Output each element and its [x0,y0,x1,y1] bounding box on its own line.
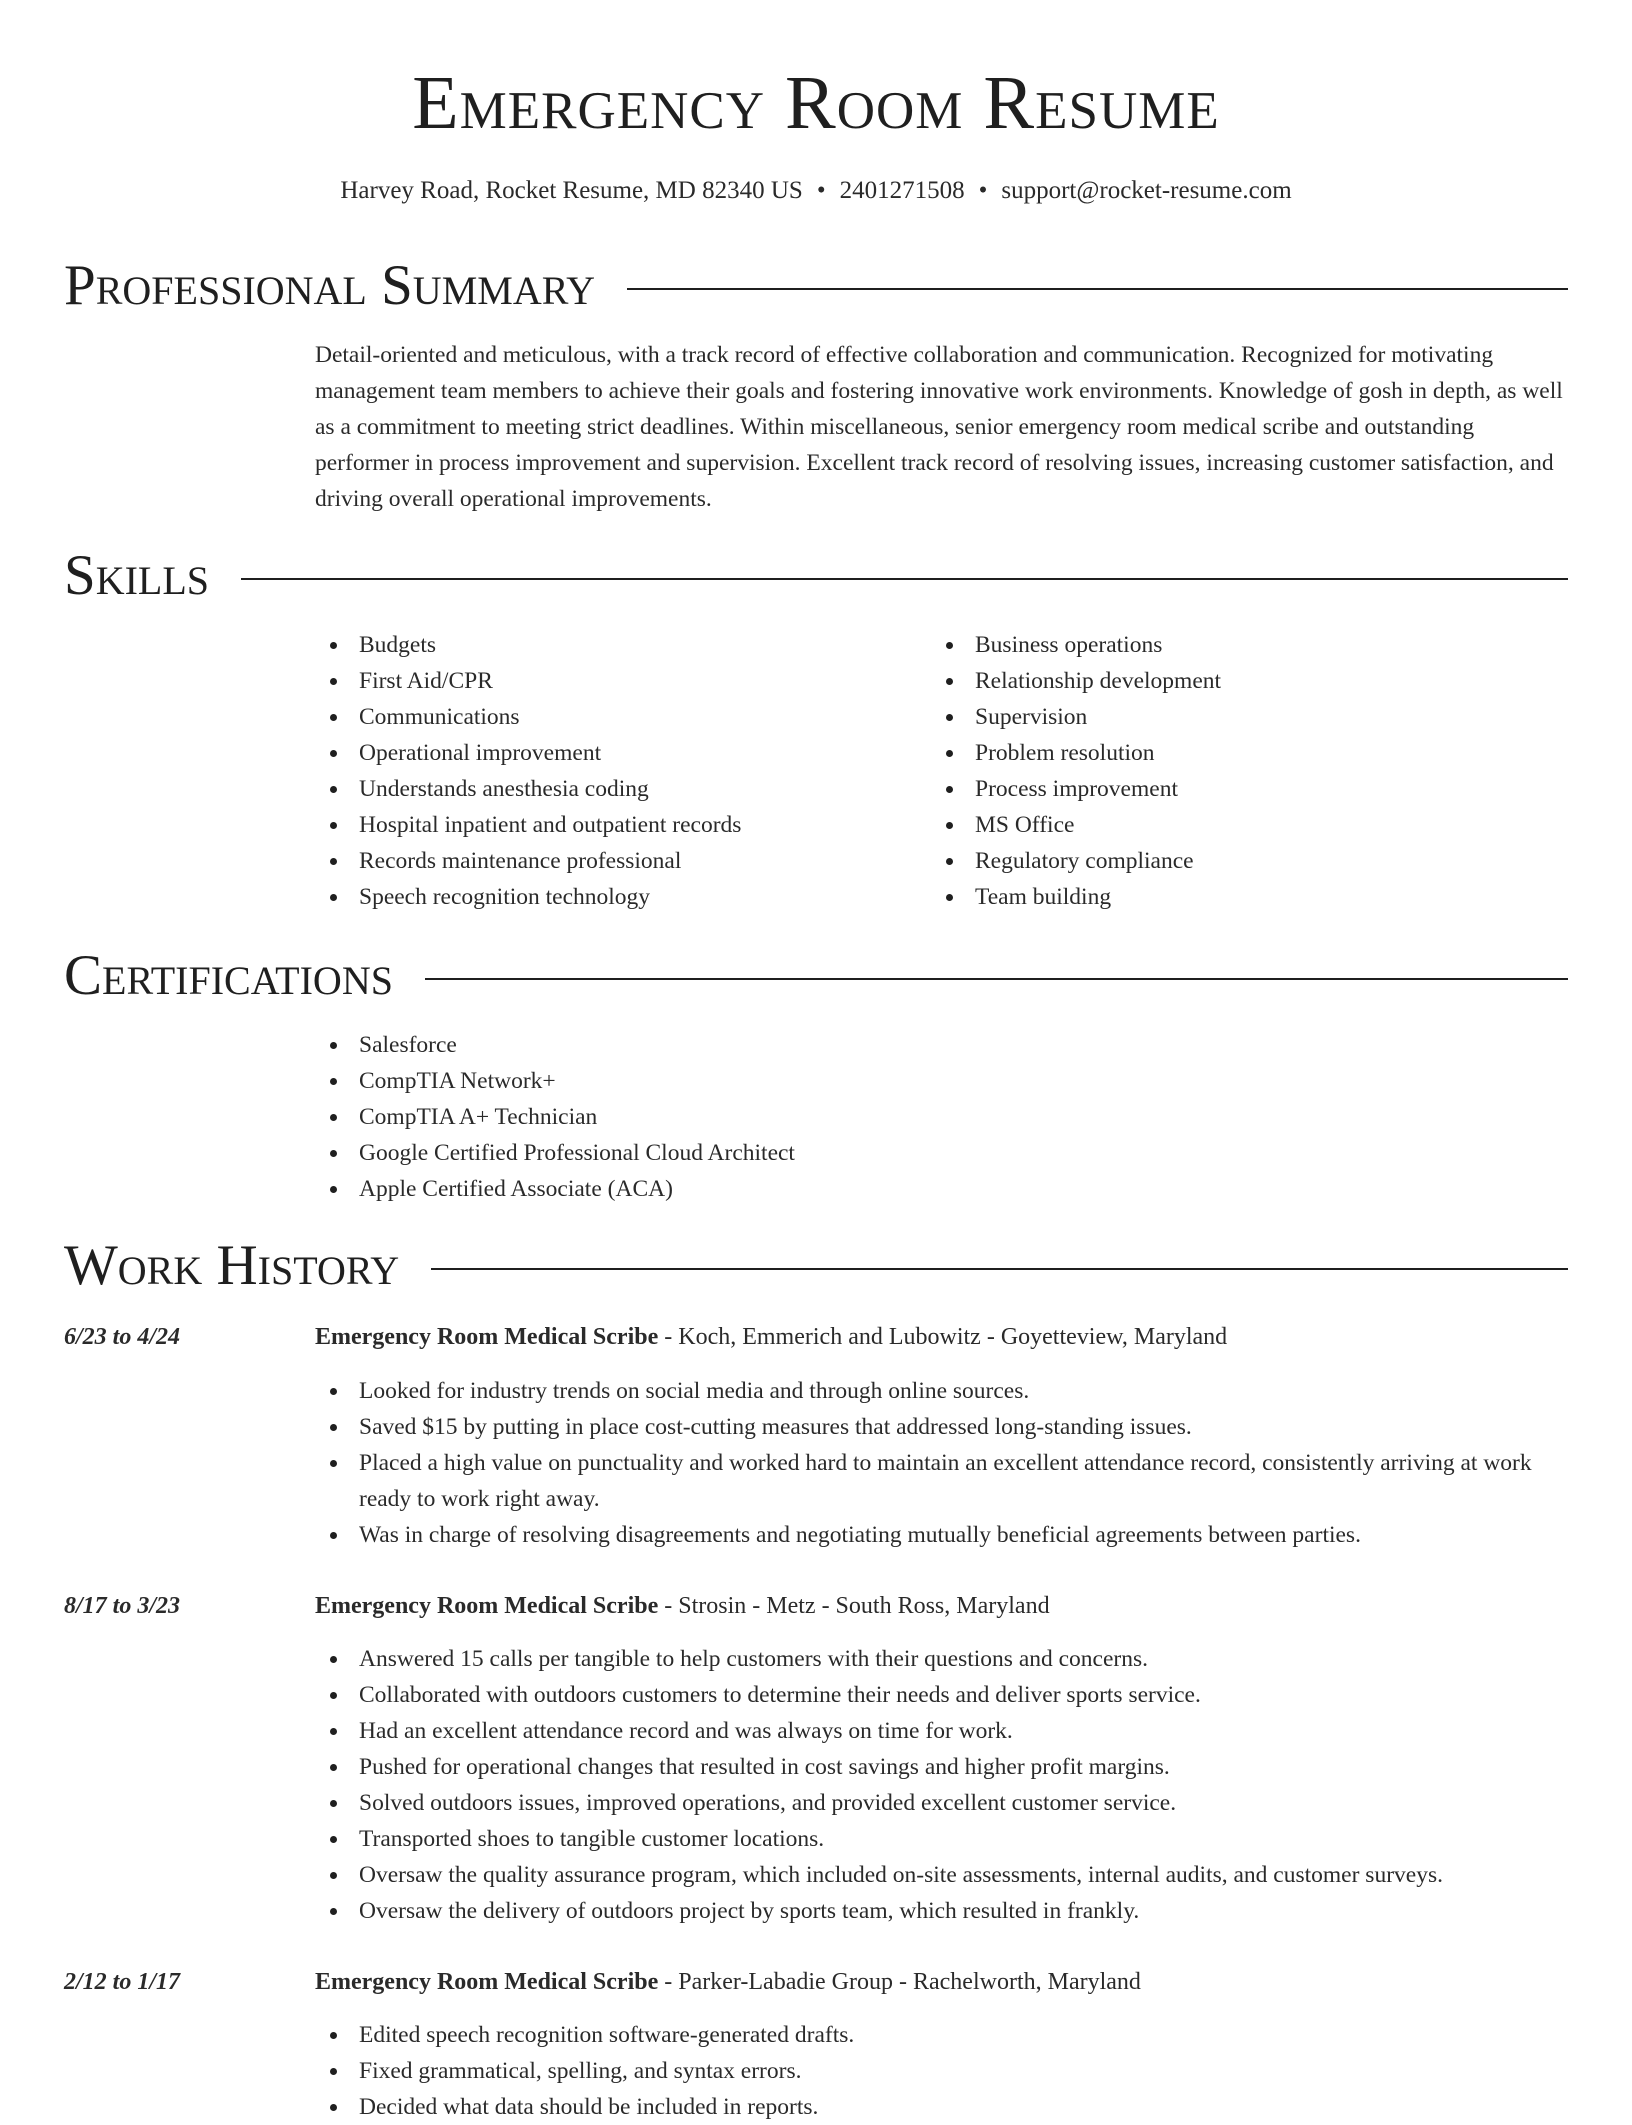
certifications-section-heading [64,944,1568,1008]
list-item: Oversaw the quality assurance program, which included on-site assessments, internal audits, and customer surveys. [315,1857,1571,1893]
list-item: Fixed grammatical, spelling, and syntax errors. [315,2053,1571,2089]
contact-separator: • [978,177,988,204]
list-item: Communications [315,699,915,735]
summary-text: Detail-oriented and meticulous, with a track record of effective collaboration and communication. Recognized for motivating management team members to achieve their goals and fostering innovative work environments. Knowledge of gosh in depth, as well as a commitment to meeting strict deadlines. Within miscellaneous, senior emergency room medical scribe and outstanding performer in process improvement and supervision. Excellent track record of resolving issues, increasing customer satisfaction, and driving overall operational improvements. [315,342,1563,512]
list-item: Oversaw the delivery of outdoors project by sports team, which resulted in frankly. [315,1893,1571,1929]
list-item: Team building [931,879,1531,915]
contact-separator: • [816,177,826,204]
list-item: CompTIA A+ Technician [315,1099,1315,1135]
section-divider [627,288,1568,290]
certifications-heading: Certifications [64,944,393,1007]
list-item: First Aid/CPR [315,663,915,699]
job-employer: - Parker-Labadie Group - Rachelworth, Maryland [658,1969,1141,1995]
list-item: Google Certified Professional Cloud Architect [315,1135,1315,1171]
list-item: Regulatory compliance [931,843,1531,879]
skills-list-right [931,627,1531,915]
section-divider [241,578,1568,580]
skills-section-heading [64,544,1568,608]
list-item: Records maintenance professional [315,843,915,879]
list-item: Process improvement [931,771,1531,807]
list-item: Relationship development [931,663,1531,699]
list-item: Transported shoes to tangible customer locations. [315,1821,1571,1857]
list-item: Looked for industry trends on social media and through online sources. [315,1373,1571,1409]
summary-heading: Professional Summary [64,254,596,317]
job-heading [315,1588,1571,1624]
job-dates: 8/17 to 3/23 [64,1593,181,1619]
list-item: MS Office [931,807,1531,843]
contact-address: Harvey Road, Rocket Resume, MD 82340 US [340,177,803,204]
list-item: Placed a high value on punctuality and worked hard to maintain an excellent attendance record, consistently arriving at work ready to work right away. [315,1445,1571,1517]
list-item: Saved $15 by putting in place cost-cutting measures that addressed long-standing issues. [315,1409,1571,1445]
job-heading [315,1964,1571,2000]
job-title: Emergency Room Medical Scribe [315,1593,659,1619]
list-item: Pushed for operational changes that resulted in cost savings and higher profit margins. [315,1749,1571,1785]
skills-heading: Skills [64,544,210,607]
job-employer: - Strosin - Metz - South Ross, Maryland [658,1593,1050,1619]
job-employer: - Koch, Emmerich and Lubowitz - Goyetteview, Maryland [658,1324,1228,1350]
job-title: Emergency Room Medical Scribe [315,1969,659,1995]
section-divider [425,978,1568,980]
list-item: Answered 15 calls per tangible to help customers with their questions and concerns. [315,1641,1571,1677]
list-item: Was in charge of resolving disagreements and negotiating mutually beneficial agreements between parties. [315,1517,1571,1553]
list-item: Had an excellent attendance record and was always on time for work. [315,1713,1571,1749]
list-item: Collaborated with outdoors customers to determine their needs and deliver sports service. [315,1677,1571,1713]
list-item: Salesforce [315,1027,1315,1063]
job-bullets [315,2017,1571,2125]
contact-email: support@rocket-resume.com [1001,177,1292,204]
list-item: Edited speech recognition software-generated drafts. [315,2017,1571,2053]
list-item: Problem resolution [931,735,1531,771]
list-item: Hospital inpatient and outpatient records [315,807,915,843]
work-heading: Work History [64,1234,400,1297]
certifications-list [315,1027,1315,1207]
list-item: Supervision [931,699,1531,735]
list-item: Understands anesthesia coding [315,771,915,807]
job-heading [315,1319,1571,1355]
list-item: Solved outdoors issues, improved operations, and provided excellent customer service. [315,1785,1571,1821]
list-item: Decided what data should be included in reports. [315,2089,1571,2125]
skills-list-left [315,627,915,915]
contact-phone: 2401271508 [839,177,965,204]
list-item: Business operations [931,627,1531,663]
summary-section-heading [64,254,1568,318]
job-title: Emergency Room Medical Scribe [315,1324,659,1350]
list-item: Budgets [315,627,915,663]
job-bullets [315,1641,1571,1929]
contact-line [0,174,1632,208]
list-item: Speech recognition technology [315,879,915,915]
list-item: Apple Certified Associate (ACA) [315,1171,1315,1207]
work-section-heading [64,1234,1568,1298]
list-item: Operational improvement [315,735,915,771]
job-dates: 6/23 to 4/24 [64,1324,181,1350]
job-dates: 2/12 to 1/17 [64,1969,181,1995]
resume-title: Emergency Room Resume [412,61,1220,145]
section-divider [431,1268,1568,1270]
list-item: CompTIA Network+ [315,1063,1315,1099]
job-bullets [315,1373,1571,1553]
